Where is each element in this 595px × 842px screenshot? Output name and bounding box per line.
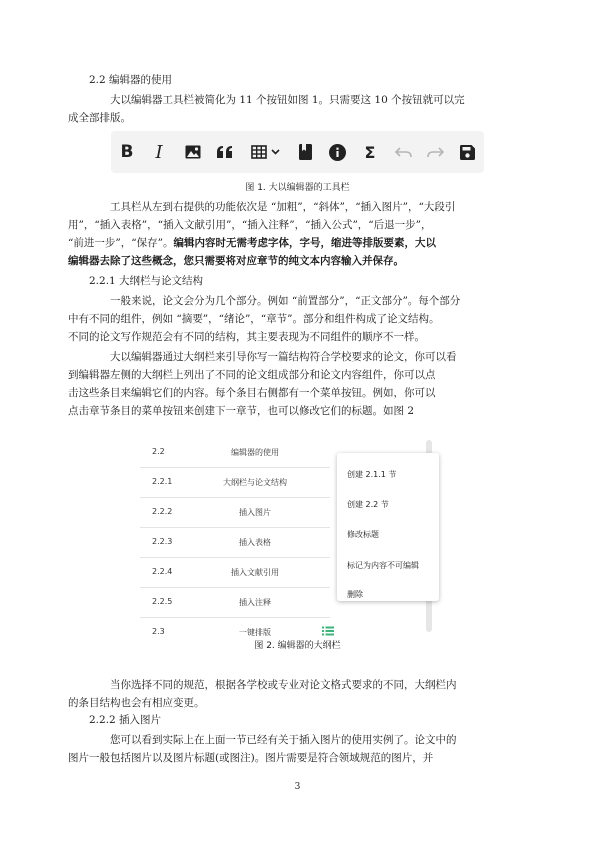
sigma-icon: Σ	[364, 142, 376, 162]
italic-icon: I	[155, 141, 163, 163]
text-line: 当你选择不同的规范，根据各学校或专业对论文格式要求的不同，大纲栏内	[110, 679, 457, 691]
save-icon	[460, 145, 475, 160]
menu-item-rename[interactable]: 修改标题	[347, 530, 379, 539]
menu-item-delete[interactable]: 删除	[347, 590, 363, 599]
outline-item-label: 编辑器的使用	[231, 448, 279, 457]
outline-item-label: 大纲栏与论文结构	[223, 478, 287, 487]
text-line: 到编辑器左侧的大纲栏上列出了不同的论文组成部分和论文内容组件，你可以点	[68, 369, 436, 381]
section-heading-2-2-2: 2.2.2 插入图片	[89, 714, 162, 726]
info-icon	[329, 144, 346, 161]
section-heading-2-2-1: 2.2.1 大纲栏与论文结构	[89, 275, 204, 287]
block-quote-button[interactable]	[215, 142, 235, 162]
text-line: 中有不同的组件，例如 “摘要”，“绪论”，“章节”。部分和组件构成了论文结构。	[68, 313, 440, 325]
text-line: 大以编辑器通过大纲栏来引导你写一篇结构符合学校要求的论文，你可以看	[110, 351, 457, 363]
save-button[interactable]	[457, 142, 477, 162]
insert-table-button[interactable]	[248, 142, 282, 162]
menu-item-lock-content[interactable]: 标记为内容不可编辑	[347, 561, 419, 570]
text-line: 工具栏从左到右提供的功能依次是 “加粗”，“斜体”，“插入图片”，“大段引	[110, 201, 456, 213]
bold-button[interactable]	[117, 142, 137, 162]
insert-formula-button[interactable]	[360, 142, 380, 162]
outline-item-number: 2.3	[152, 627, 165, 636]
paragraph-intro	[68, 91, 509, 127]
outline-item-number: 2.2	[152, 447, 165, 456]
text-line: 点击章节条目的菜单按钮来创建下一章节，也可以修改它们的标题。如图 2	[68, 405, 415, 417]
outline-item[interactable]	[140, 617, 330, 637]
outline-item-label: 插入注释	[239, 598, 271, 607]
outline-item-number: 2.2.1	[152, 477, 173, 486]
outline-item[interactable]	[140, 527, 330, 558]
editor-toolbar	[111, 131, 484, 173]
list-menu-icon[interactable]	[322, 626, 334, 636]
outline-item-label: 插入文献引用	[231, 568, 279, 577]
outline-item[interactable]	[140, 557, 330, 588]
text-line: 用”，“插入表格”，“插入文献引用”，“插入注释”，“插入公式”，“后退一步”，	[68, 219, 432, 231]
menu-item-create-subsection[interactable]: 创建 2.1.1 节	[347, 470, 397, 479]
text-line: 不同的论文写作规范会有不同的结构，其主要表现为不同组件的顺序不一样。	[68, 331, 425, 343]
menu-item-create-section[interactable]: 创建 2.2 节	[347, 500, 389, 509]
table-icon	[251, 145, 267, 159]
undo-icon	[395, 147, 412, 158]
figure-2-caption: 图 2. 编辑器的大纲栏	[254, 641, 341, 651]
outline-item-number: 2.2.2	[152, 507, 173, 516]
insert-image-button[interactable]	[183, 142, 203, 162]
paragraph-toolbar-description	[68, 198, 509, 270]
text-line: 您可以看到实际上在上面一节已经有关于插入图片的使用实例了。论文中的	[110, 734, 457, 746]
outline-item-number: 2.2.4	[152, 567, 173, 576]
redo-button[interactable]	[425, 142, 445, 162]
insert-footnote-button[interactable]	[295, 142, 315, 162]
text-line: 的条目结构也会有相应变更。	[68, 697, 205, 709]
redo-icon	[427, 147, 444, 158]
outline-item-label: 插入表格	[239, 538, 271, 547]
text-line	[68, 234, 509, 252]
text-line: 击这些条目来编辑它们的内容。每个条目右侧都有一个菜单按钮。例如，你可以	[68, 387, 436, 399]
quote-icon	[217, 146, 233, 158]
bold-icon: B	[120, 142, 134, 162]
outline-item[interactable]	[140, 497, 330, 528]
section-heading-2-2: 2.2 编辑器的使用	[89, 74, 173, 86]
undo-button[interactable]	[393, 142, 413, 162]
paragraph-outline-bar	[68, 348, 509, 420]
text-line: 成全部排版。	[68, 112, 131, 124]
outline-item-label: 插入图片	[239, 508, 271, 517]
text-line: 图片一般包括图片以及图片标题(或图注)。图片需要是符合领域规范的图片，并	[68, 752, 434, 764]
outline-item-label: 一键排版	[239, 628, 271, 637]
bold-text-line: 编辑器去除了这些概念，您只需要将对应章节的纯文本内容输入并保存。	[68, 255, 404, 267]
paragraph-standards	[68, 676, 509, 712]
chevron-down-icon	[271, 149, 280, 155]
outline-item-number: 2.2.5	[152, 597, 173, 606]
outline-item[interactable]	[140, 587, 330, 618]
page-number: 3	[294, 782, 301, 792]
paragraph-paper-structure	[68, 292, 509, 346]
image-icon	[185, 145, 201, 159]
outline-item[interactable]	[140, 467, 330, 498]
text-line: 大以编辑器工具栏被简化为 11 个按钮如图 1。只需要这 10 个按钮就可以完	[110, 94, 465, 106]
bold-text-run: 编辑内容时无需考虑字体，字号，缩进等排版要素，大以	[173, 237, 436, 249]
text-run: “前进一步”，“保存”。	[68, 237, 174, 249]
outline-item[interactable]	[140, 437, 330, 468]
outline-context-menu	[337, 453, 439, 601]
italic-button[interactable]	[149, 142, 169, 162]
insert-note-button[interactable]	[327, 142, 347, 162]
book-icon	[299, 144, 312, 160]
text-line: 一般来说，论文会分为几个部分。例如 “前置部分”，“正文部分”。每个部分	[110, 295, 461, 307]
outline-item-number: 2.2.3	[152, 537, 173, 546]
paragraph-insert-image	[68, 731, 509, 767]
figure-1-caption: 图 1. 大以编辑器的工具栏	[245, 183, 350, 193]
